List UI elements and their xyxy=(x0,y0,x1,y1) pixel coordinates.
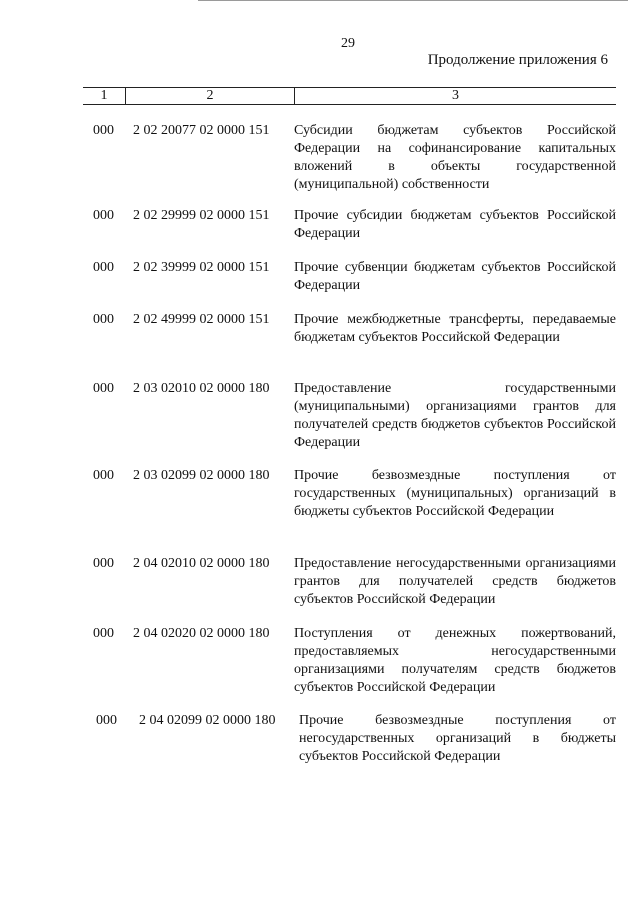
budget-code: 2 04 02099 02 0000 180 xyxy=(139,713,276,728)
budget-code: 2 02 29999 02 0000 151 xyxy=(133,208,270,223)
admin-code: 000 xyxy=(93,556,114,571)
header-col-3: 3 xyxy=(452,88,459,103)
budget-code: 2 02 49999 02 0000 151 xyxy=(133,312,270,327)
income-name: Прочие субвенции бюджетам субъектов Российской Федерации xyxy=(294,260,616,293)
admin-code: 000 xyxy=(93,468,114,483)
income-name: Прочие безвозмездные поступления от государственных (муниципальных) организаций в бюджеты субъектов Российской Федерации xyxy=(294,468,616,519)
header-col-2: 2 xyxy=(126,88,295,104)
admin-code: 000 xyxy=(93,123,114,138)
income-name: Прочие субсидии бюджетам субъектов Российской Федерации xyxy=(294,208,616,241)
income-name: Прочие безвозмездные поступления от негосударственных организаций в бюджеты субъектов Российской Федерации xyxy=(299,713,616,764)
budget-code: 2 03 02099 02 0000 180 xyxy=(133,468,270,483)
table-header xyxy=(83,87,616,105)
admin-code: 000 xyxy=(93,208,114,223)
income-name: Предоставление негосударственными организациями грантов для получателей средств бюджетов субъектов Российской Федерации xyxy=(294,556,616,607)
top-rule xyxy=(198,0,628,1)
income-name: Предоставление государственными (муниципальными) организациями грантов для получателей средств бюджетов субъектов Российской Федерации xyxy=(294,381,616,450)
income-name: Субсидии бюджетам субъектов Российской Федерации на софинансирование капитальных вложений в объекты государственной (муниципальной) собственности xyxy=(294,123,616,192)
budget-code: 2 03 02010 02 0000 180 xyxy=(133,381,270,396)
budget-code: 2 02 39999 02 0000 151 xyxy=(133,260,270,275)
header-col-1: 1 xyxy=(83,88,126,104)
admin-code: 000 xyxy=(93,312,114,327)
income-name: Прочие межбюджетные трансферты, передаваемые бюджетам субъектов Российской Федерации xyxy=(294,312,616,345)
income-name: Поступления от денежных пожертвований, предоставляемых негосударственными организациями получателям средств бюджетов субъектов Российской Федерации xyxy=(294,626,616,695)
appendix-continuation-label: Продолжение приложения 6 xyxy=(427,52,608,68)
budget-code: 2 02 20077 02 0000 151 xyxy=(133,123,270,138)
budget-code: 2 04 02020 02 0000 180 xyxy=(133,626,270,641)
admin-code: 000 xyxy=(93,260,114,275)
admin-code: 000 xyxy=(96,713,117,728)
admin-code: 000 xyxy=(93,381,114,396)
page-number: 29 xyxy=(341,36,355,51)
budget-code: 2 04 02010 02 0000 180 xyxy=(133,556,270,571)
admin-code: 000 xyxy=(93,626,114,641)
